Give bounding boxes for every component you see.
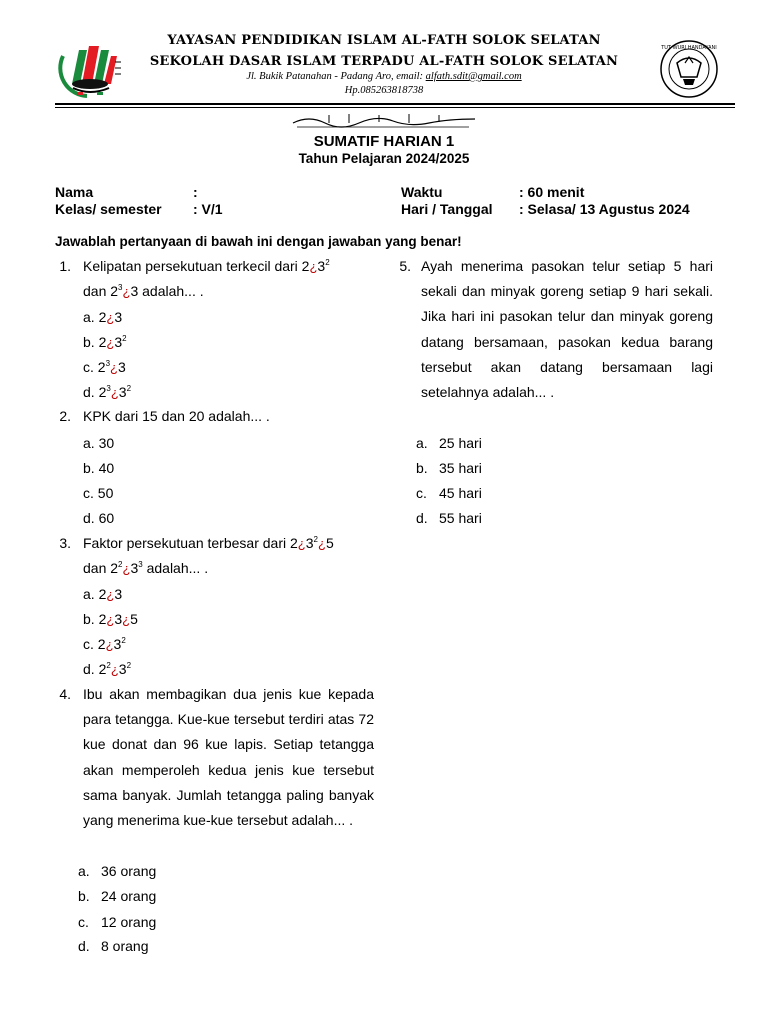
- option-b[interactable]: [83, 334, 127, 350]
- question-text: [83, 279, 204, 304]
- text-part: Faktor persekutuan terbesar dari 2: [83, 535, 298, 551]
- nama-label: Nama: [55, 184, 94, 200]
- question-text: [83, 254, 330, 279]
- option-letter: c.: [416, 485, 427, 501]
- option-text: a. 2: [83, 586, 107, 602]
- exponent: 2: [325, 258, 330, 267]
- option-text: 3: [114, 309, 123, 325]
- option-text: 3: [114, 334, 123, 350]
- exam-title: SUMATIF HARIAN 1: [313, 133, 455, 150]
- option-text: c. 2: [83, 359, 106, 375]
- foundation-name: YAYASAN PENDIDIKAN ISLAM AL-FATH SOLOK SELATAN: [167, 33, 601, 48]
- address-text: Jl. Bukik Patanahan - Padang Aro, email:: [246, 71, 426, 82]
- question-text: [83, 531, 334, 556]
- times-glyph: ¿: [309, 259, 318, 274]
- times-glyph: ¿: [106, 310, 115, 325]
- exponent: 3: [118, 283, 123, 292]
- basmalah-calligraphy: [289, 111, 479, 131]
- exponent: 2: [122, 334, 127, 343]
- question-number: 5.: [399, 258, 411, 274]
- option-a[interactable]: a. 30: [83, 435, 115, 451]
- times-glyph: ¿: [106, 612, 115, 627]
- question-text: [83, 556, 208, 581]
- option-c[interactable]: [83, 359, 126, 375]
- question-number: 2.: [59, 408, 71, 424]
- option-b[interactable]: [78, 888, 156, 904]
- question-text: Ibu akan membagikan dua jenis kue kepada para tetangga. Kue-kue tersebut terdiri atas 72 kue donat dan 96 kue lapis. Setiap tetangga akan memperoleh kedua jenis kue tersebut sama banyak. Jumlah tetangga paling banyak yang menerima kue-kue tersebut adalah... .: [83, 686, 374, 829]
- question-number: 3.: [59, 535, 71, 551]
- waktu-value: : 60 menit: [519, 184, 585, 200]
- text-part: adalah... .: [142, 560, 209, 576]
- logo-arc-text: TUT WURI HANDAYANI: [661, 45, 717, 51]
- times-glyph: ¿: [122, 284, 131, 299]
- option-c[interactable]: [416, 485, 482, 501]
- text-part: dan 2: [83, 560, 119, 576]
- exponent: 2: [121, 636, 126, 645]
- option-a[interactable]: [83, 586, 122, 602]
- option-c[interactable]: [78, 914, 156, 930]
- option-text: 24 orang: [101, 888, 157, 904]
- option-b[interactable]: [416, 460, 482, 476]
- times-glyph: ¿: [106, 335, 115, 350]
- option-d[interactable]: [83, 661, 131, 677]
- times-glyph: ¿: [122, 612, 131, 627]
- times-glyph: ¿: [317, 536, 326, 551]
- option-c[interactable]: [83, 636, 126, 652]
- option-text: 3: [114, 611, 123, 627]
- header-rule-thick: [55, 103, 735, 105]
- option-text: 3: [113, 636, 122, 652]
- exponent: 2: [126, 384, 132, 393]
- option-letter: b.: [416, 460, 428, 476]
- option-text: 36 orang: [101, 863, 157, 879]
- option-text: 55 hari: [439, 510, 482, 526]
- option-text: 12 orang: [101, 914, 157, 930]
- hari-label: Hari / Tanggal: [401, 201, 493, 217]
- option-b[interactable]: b. 40: [83, 460, 115, 476]
- option-text: 45 hari: [439, 485, 482, 501]
- question-text: KPK dari 15 dan 20 adalah... .: [83, 408, 270, 424]
- option-text: b. 2: [83, 611, 107, 627]
- text-part: 3: [305, 535, 314, 551]
- option-d[interactable]: d. 60: [83, 510, 115, 526]
- times-glyph: ¿: [110, 385, 119, 400]
- option-text: d. 2: [83, 384, 107, 400]
- option-text: d. 2: [83, 661, 107, 677]
- option-text: 3: [117, 359, 126, 375]
- option-letter: c.: [78, 914, 89, 930]
- option-text: 5: [130, 611, 138, 627]
- option-b[interactable]: [83, 611, 138, 627]
- times-glyph: ¿: [122, 561, 131, 576]
- option-a[interactable]: [416, 435, 482, 451]
- exponent: 2: [313, 535, 318, 544]
- phone-line: Hp.085263818738: [344, 85, 424, 96]
- text-part: 3: [130, 560, 139, 576]
- option-text: 3: [118, 384, 127, 400]
- option-a[interactable]: [83, 309, 122, 325]
- header-rule-thin: [55, 107, 735, 108]
- nama-value: :: [193, 184, 198, 200]
- option-text: c. 2: [83, 636, 106, 652]
- academic-year: Tahun Pelajaran 2024/2025: [298, 151, 470, 166]
- text-part: 3 adalah... .: [130, 283, 204, 299]
- hari-value: : Selasa/ 13 Agustus 2024: [519, 201, 690, 217]
- option-letter: d.: [416, 510, 428, 526]
- times-glyph: ¿: [297, 536, 306, 551]
- option-c[interactable]: c. 50: [83, 485, 114, 501]
- school-name: SEKOLAH DASAR ISLAM TERPADU AL-FATH SOLOK SELATAN: [149, 54, 619, 69]
- times-glyph: ¿: [110, 360, 118, 375]
- option-d[interactable]: [416, 510, 482, 526]
- option-text: 3: [118, 661, 127, 677]
- option-letter: a.: [78, 863, 90, 879]
- option-d[interactable]: [78, 938, 148, 954]
- exponent: 3: [138, 560, 143, 569]
- text-part: dan 2: [83, 283, 119, 299]
- times-glyph: ¿: [110, 662, 119, 677]
- option-letter: a.: [416, 435, 428, 451]
- email-link[interactable]: alfath.sdit@gmail.com: [425, 71, 522, 82]
- exponent: 3: [105, 359, 111, 368]
- exponent: 2: [118, 560, 123, 569]
- option-text: 3: [114, 586, 123, 602]
- option-letter: d.: [78, 938, 90, 954]
- option-text: 35 hari: [439, 460, 482, 476]
- option-text: a. 2: [83, 309, 107, 325]
- times-glyph: ¿: [106, 587, 115, 602]
- exponent: 2: [126, 661, 132, 670]
- option-letter: b.: [78, 888, 90, 904]
- text-part: Kelipatan persekutuan terkecil dari 2: [83, 258, 310, 274]
- exponent: 2: [106, 661, 111, 670]
- address-line: [0, 71, 768, 82]
- kelas-label: Kelas/ semester: [55, 201, 162, 217]
- exponent: 3: [106, 384, 111, 393]
- kelas-value: : V/1: [193, 201, 223, 217]
- option-text: b. 2: [83, 334, 107, 350]
- question-number: 4.: [59, 686, 71, 702]
- instruction: Jawablah pertanyaan di bawah ini dengan jawaban yang benar!: [55, 234, 462, 249]
- question-text: Ayah menerima pasokan telur setiap 5 hari sekali dan minyak goreng setiap 9 hari sekali. Jika hari ini pasokan telur dan minyak goreng datang bersamaan, pasokan kedua barang tersebut akan datang bersamaan lagi setelahnya adalah... .: [421, 258, 713, 401]
- waktu-label: Waktu: [401, 184, 443, 200]
- option-d[interactable]: [83, 384, 131, 400]
- text-part: 3: [317, 258, 326, 274]
- option-text: 25 hari: [439, 435, 482, 451]
- question-number: 1.: [59, 258, 71, 274]
- option-text: 8 orang: [101, 938, 149, 954]
- text-part: 5: [325, 535, 334, 551]
- option-a[interactable]: [78, 863, 156, 879]
- times-glyph: ¿: [105, 637, 114, 652]
